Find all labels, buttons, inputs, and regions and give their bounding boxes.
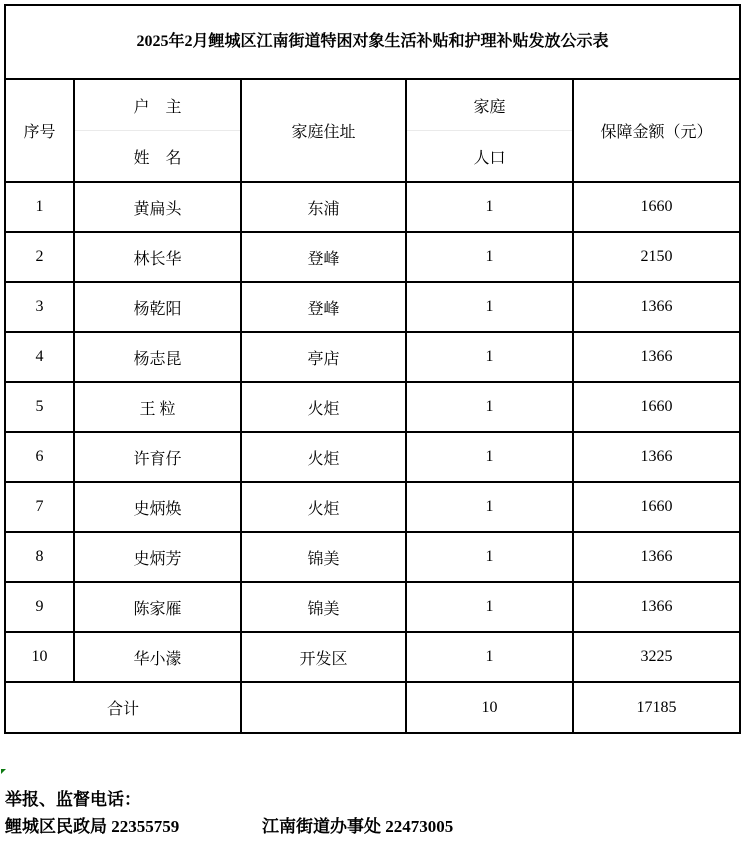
cell-population: 1 (406, 532, 573, 582)
cell-amount: 1366 (573, 332, 740, 382)
cell-index: 4 (5, 332, 74, 382)
cell-address: 锦美 (241, 532, 406, 582)
cell-index: 6 (5, 432, 74, 482)
table-row (5, 382, 740, 432)
cell-address: 登峰 (241, 282, 406, 332)
cell-population: 1 (406, 232, 573, 282)
total-amount: 17185 (573, 682, 740, 733)
cell-amount: 1366 (573, 582, 740, 632)
col-header-householder-line1: 户 主 (133, 98, 182, 116)
cell-population: 1 (406, 282, 573, 332)
col-header-index: 序号 (5, 79, 74, 182)
cell-address: 东浦 (241, 182, 406, 232)
footer-contacts (5, 789, 735, 838)
table-row (5, 232, 740, 282)
col-header-householder (74, 79, 241, 182)
cell-address: 登峰 (241, 232, 406, 282)
footer-heading: 举报、监督电话： (5, 790, 141, 809)
cell-amount: 1660 (573, 382, 740, 432)
cell-index: 5 (5, 382, 74, 432)
table-row (5, 632, 740, 682)
col-header-population-line2: 人口 (473, 149, 506, 167)
cell-name: 黄扁头 (74, 182, 241, 232)
cell-amount: 2150 (573, 232, 740, 282)
cell-name: 华小濛 (74, 632, 241, 682)
table-header-row (5, 79, 740, 182)
cell-population: 1 (406, 382, 573, 432)
cell-address: 火炬 (241, 482, 406, 532)
cell-amount: 1660 (573, 182, 740, 232)
total-population: 10 (406, 682, 573, 733)
cell-index: 8 (5, 532, 74, 582)
cell-index: 2 (5, 232, 74, 282)
cell-index: 10 (5, 632, 74, 682)
col-header-population-line1: 家庭 (473, 98, 506, 116)
footer-phone-line (5, 816, 735, 838)
table-row (5, 332, 740, 382)
table-row (5, 582, 740, 632)
cell-population: 1 (406, 582, 573, 632)
cell-name: 史炳焕 (74, 482, 241, 532)
table-row (5, 282, 740, 332)
cell-population: 1 (406, 182, 573, 232)
table-row (5, 482, 740, 532)
cell-address: 锦美 (241, 582, 406, 632)
cell-name: 杨志昆 (74, 332, 241, 382)
cell-name: 杨乾阳 (74, 282, 241, 332)
cell-name: 陈家雁 (74, 582, 241, 632)
cell-amount: 1366 (573, 282, 740, 332)
footer-org1-phone: 鲤城区民政局 22355759 (5, 817, 180, 836)
cell-index: 3 (5, 282, 74, 332)
footer-org2-phone: 江南街道办事处 22473005 (262, 817, 454, 836)
total-address (241, 682, 406, 733)
cell-amount: 1660 (573, 482, 740, 532)
cell-population: 1 (406, 432, 573, 482)
cell-amount: 1366 (573, 432, 740, 482)
cell-address: 亭店 (241, 332, 406, 382)
col-header-amount: 保障金额（元） (573, 79, 740, 182)
cell-population: 1 (406, 632, 573, 682)
total-label: 合计 (5, 682, 241, 733)
cell-amount: 1366 (573, 532, 740, 582)
col-header-population (406, 79, 573, 182)
cell-address: 火炬 (241, 432, 406, 482)
cell-index: 9 (5, 582, 74, 632)
col-header-address: 家庭住址 (241, 79, 406, 182)
cell-name: 林长华 (74, 232, 241, 282)
cell-address: 火炬 (241, 382, 406, 432)
total-row (5, 682, 740, 733)
green-corner-marker (1, 769, 6, 774)
cell-index: 1 (5, 182, 74, 232)
table-row (5, 432, 740, 482)
cell-name: 许育仔 (74, 432, 241, 482)
page-title: 2025年2月鲤城区江南街道特困对象生活补贴和护理补贴发放公示表 (5, 5, 740, 79)
table-row (5, 182, 740, 232)
col-header-householder-line2: 姓 名 (133, 149, 182, 167)
title-row (5, 5, 740, 79)
cell-amount: 3225 (573, 632, 740, 682)
cell-address: 开发区 (241, 632, 406, 682)
table-row (5, 532, 740, 582)
subsidy-table (4, 4, 741, 734)
cell-index: 7 (5, 482, 74, 532)
cell-name: 史炳芳 (74, 532, 241, 582)
cell-name: 王 粒 (74, 382, 241, 432)
cell-population: 1 (406, 332, 573, 382)
cell-population: 1 (406, 482, 573, 532)
